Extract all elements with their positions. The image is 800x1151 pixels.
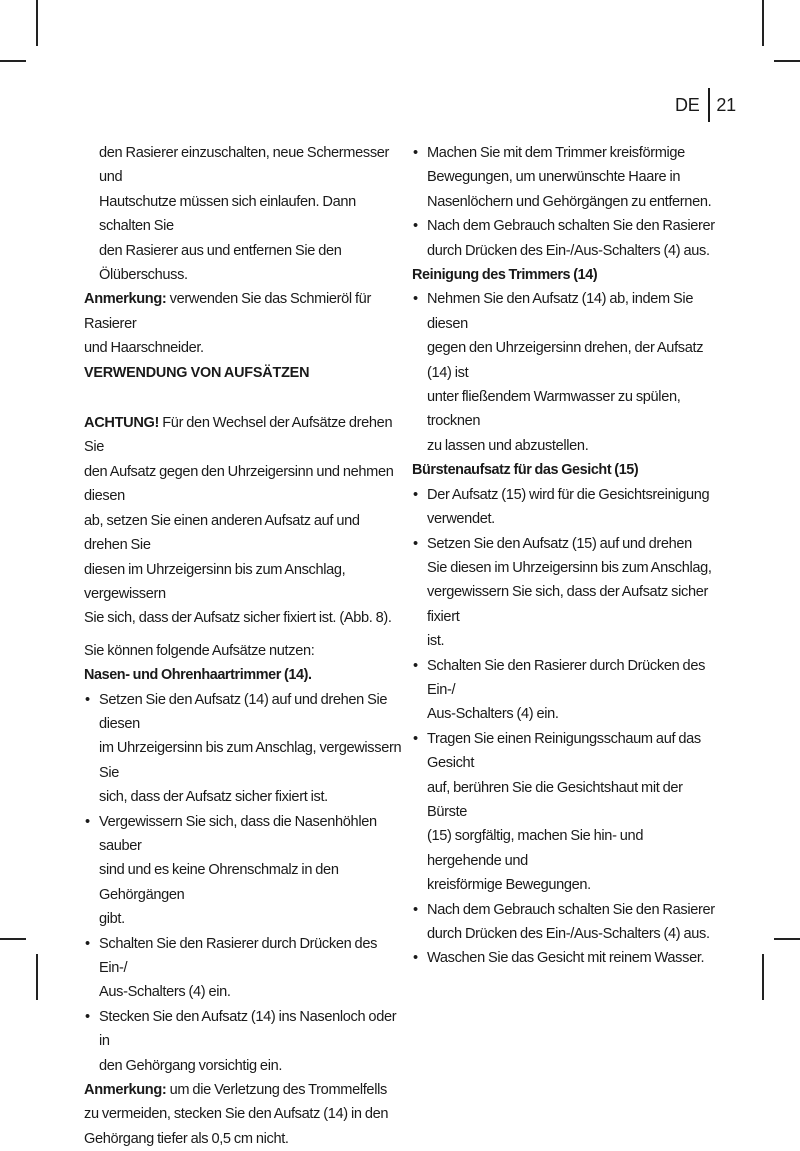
list-item: • Tragen Sie einen Reinigungsschaum auf das Gesicht auf, berühren Sie die Gesichtshaut mit der Bürste (15) sorgfältig, machen Sie hin- und hergehende und kreisförmige Bewegungen. (412, 727, 718, 898)
trimmer-cleaning-heading: Reinigung des Trimmers (14) (412, 267, 598, 284)
warning-line: den Aufsatz gegen den Uhrzeigersinn und nehmen diesen (84, 463, 394, 505)
note-label: Anmerkung: (84, 291, 167, 308)
list-item: • Nach dem Gebrauch schalten Sie den Rasierer durch Drücken des Ein-/Aus-Schalters (4) aus. (412, 898, 718, 947)
list-item: • Vergewissern Sie sich, dass die Nasenhöhlen sauber sind und es keine Ohrenschmalz in den Gehörgängen gibt. (84, 810, 402, 932)
crop-mark-top-left-vertical (36, 0, 38, 46)
list-item: • Schalten Sie den Rasierer durch Drücken des Ein-/ Aus-Schalters (4) ein. (412, 654, 718, 727)
language-code: DE (675, 94, 700, 115)
intro-line: den Rasierer einzuschalten, neue Schermesser und (99, 145, 390, 186)
note-oil-continued: und Haarschneider. (84, 340, 204, 357)
crop-mark-bottom-right-vertical (762, 954, 764, 1000)
page-header (675, 88, 736, 122)
note-text: verwenden Sie das Schmieröl für Rasierer (84, 291, 371, 332)
note-line: Gehörgang tiefer als 0,5 cm nicht. (84, 1130, 289, 1147)
warning-label: ACHTUNG! (84, 415, 160, 432)
list-item: • Stecken Sie den Aufsatz (14) ins Nasenloch oder in den Gehörgang vorsichtig ein. (84, 1005, 402, 1078)
list-item: • Nehmen Sie den Aufsatz (14) ab, indem Sie diesen gegen den Uhrzeigersinn drehen, der Aufsatz (14) ist unter fließendem Warmwasser zu spülen, trocknen zu lassen und abzustellen. (412, 287, 718, 458)
list-item: • Setzen Sie den Aufsatz (14) auf und drehen Sie diesen im Uhrzeigersinn bis zum Anschlag, vergewissern Sie sich, dass der Aufsatz sicher fixiert ist. (84, 688, 402, 810)
intro-line: Hautschutze müssen sich einlaufen. Dann schalten Sie (99, 193, 356, 235)
trimmer-cleaning-list (412, 287, 718, 458)
note-label: Anmerkung: (84, 1082, 167, 1099)
intro-line: den Rasierer aus und entfernen Sie den Ölüberschuss. (99, 242, 342, 284)
intro-paragraph (84, 141, 402, 287)
note-oil (84, 287, 402, 336)
nose-trimmer-heading: Nasen- und Ohrenhaartrimmer (14). (84, 667, 312, 684)
crop-mark-top-right-vertical (762, 0, 764, 46)
list-item: • Nach dem Gebrauch schalten Sie den Rasierer durch Drücken des Ein-/Aus-Schalters (4) aus. (412, 214, 718, 263)
trimmer-usage-list (412, 141, 718, 263)
crop-mark-top-right-horizontal (774, 60, 800, 62)
list-item: • Waschen Sie das Gesicht mit reinem Wasser. (412, 946, 718, 970)
right-column (412, 141, 718, 971)
face-brush-heading: Bürstenaufsatz für das Gesicht (15) (412, 462, 639, 479)
crop-mark-bottom-left-vertical (36, 954, 38, 1000)
warning-line: Für den Wechsel der Aufsätze drehen Sie (84, 415, 393, 456)
warning-line: ab, setzen Sie einen anderen Aufsatz auf und drehen Sie (84, 512, 360, 554)
note-eardrum (84, 1078, 402, 1151)
note-line: um die Verletzung des Trommelfells (166, 1082, 387, 1099)
can-use-text: Sie können folgende Aufsätze nutzen: (84, 642, 315, 659)
warning-line: Sie sich, dass der Aufsatz sicher fixiert ist. (Abb. 8). (84, 610, 392, 627)
page-number: 21 (716, 94, 736, 115)
crop-mark-top-left-horizontal (0, 60, 26, 62)
section-heading-attachments: VERWENDUNG VON AUFSÄTZEN (84, 364, 310, 381)
warning-line: diesen im Uhrzeigersinn bis zum Anschlag, vergewissern (84, 561, 346, 602)
list-item: • Der Aufsatz (15) wird für die Gesichtsreinigung verwendet. (412, 483, 718, 532)
warning-paragraph (84, 411, 402, 631)
crop-mark-bottom-left-horizontal (0, 938, 26, 940)
nose-trimmer-list (84, 688, 402, 1079)
note-line: zu vermeiden, stecken Sie den Aufsatz (14) in den (84, 1106, 389, 1123)
list-item: • Machen Sie mit dem Trimmer kreisförmige Bewegungen, um unerwünschte Haare in Nasenlöchern und Gehörgängen zu entfernen. (412, 141, 718, 214)
face-brush-list (412, 483, 718, 971)
list-item: • Schalten Sie den Rasierer durch Drücken des Ein-/ Aus-Schalters (4) ein. (84, 932, 402, 1005)
list-item: • Setzen Sie den Aufsatz (15) auf und drehen Sie diesen im Uhrzeigersinn bis zum Anschlag, vergewissern Sie sich, dass der Aufsatz sicher fixiert ist. (412, 532, 718, 654)
crop-mark-bottom-right-horizontal (774, 938, 800, 940)
